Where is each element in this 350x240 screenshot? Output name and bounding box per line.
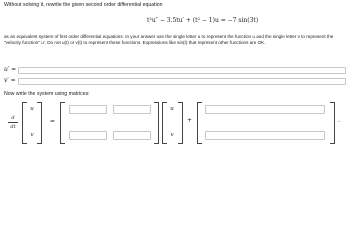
lhs-u: u — [30, 106, 34, 112]
forcing-bottom-input[interactable] — [205, 131, 325, 140]
matrix-a22-input[interactable] — [113, 131, 151, 140]
intro-text: Without solving it, rewrite the given second order differential equation — [4, 2, 163, 8]
rhs-u: u — [170, 106, 174, 112]
u-prime-row — [4, 65, 346, 75]
forcing-bracket-left — [197, 102, 202, 144]
lhs-bracket-right — [37, 102, 42, 144]
matrix-a11-input[interactable] — [69, 105, 107, 114]
period: . — [338, 117, 340, 124]
lhs-v: v — [30, 132, 34, 138]
forcing-bracket-right — [330, 102, 335, 144]
u-prime-input[interactable] — [18, 67, 346, 74]
v-prime-label: v′ = — [4, 77, 16, 85]
matrix-bracket-right — [154, 102, 159, 144]
given-equation: t²u″ − 3.5tu′ + (t² − 1)u = −7 sin(3t) — [147, 17, 259, 24]
matrix-bracket-left — [60, 102, 65, 144]
rhs-bracket-right — [178, 102, 183, 144]
forcing-top-input[interactable] — [205, 105, 325, 114]
rhs-v: v — [170, 132, 174, 138]
u-prime-label: u′ = — [4, 66, 17, 74]
d-dt-operator — [8, 115, 18, 131]
instructions-body: as an equivalent system of first order differential equations. In your answer use the single letter u to represent the function u and the single letter v to represent the "velocity function" u′. Do not u(t) or v(t) to represent these functions. Expressions like sin(t) that represent other functions are OK. — [4, 34, 334, 46]
dt-label: dt — [10, 124, 16, 131]
matrix-a12-input[interactable] — [113, 105, 151, 114]
equals-sign: = — [50, 118, 56, 125]
v-prime-row — [4, 76, 346, 86]
matrix-a21-input[interactable] — [69, 131, 107, 140]
matrix-prompt: Now write the system using matrices: — [4, 91, 90, 97]
v-prime-input[interactable] — [18, 78, 346, 85]
plus-sign: + — [187, 117, 193, 124]
d-label: d — [11, 115, 15, 121]
